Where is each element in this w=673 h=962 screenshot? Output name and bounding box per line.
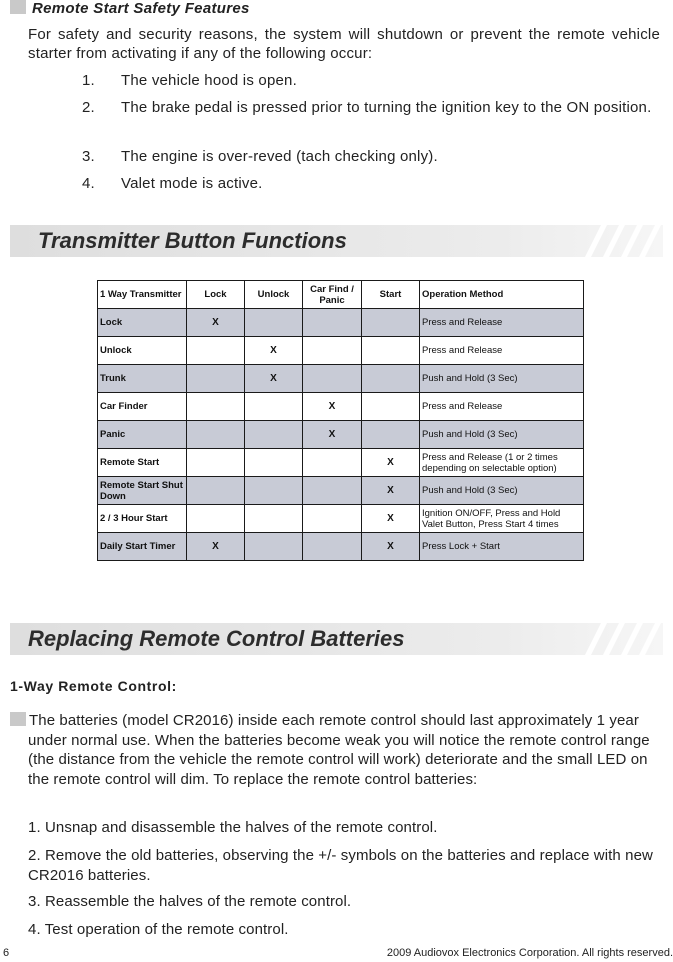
cell-lock — [187, 337, 245, 365]
transmitter-table — [97, 280, 584, 561]
row-name: Trunk — [98, 365, 187, 393]
condition-text: The brake pedal is pressed prior to turning the ignition key to the ON position. — [121, 99, 652, 116]
battery-step: 3. Reassemble the halves of the remote control. — [28, 893, 352, 910]
column-header: Start — [362, 281, 420, 309]
safety-condition — [82, 147, 657, 167]
cell-unlock — [245, 477, 303, 505]
cell-start — [362, 421, 420, 449]
battery-step: 2. Remove the old batteries, observing the +/- symbols on the batteries and replace with new CR2016 batteries. — [28, 847, 653, 884]
condition-number: 3. — [82, 148, 95, 165]
safety-heading-text: Remote Start Safety Features — [32, 0, 250, 17]
cell-unlock — [245, 309, 303, 337]
stripe-decoration-icon — [573, 225, 663, 257]
row-name: Unlock — [98, 337, 187, 365]
batteries-heading: Replacing Remote Control Batteries — [28, 626, 405, 651]
cell-method: Press Lock + Start — [420, 533, 584, 561]
cell-start — [362, 337, 420, 365]
copyright-notice: 2009 Audiovox Electronics Corporation. All rights reserved. — [386, 947, 673, 959]
cell-lock: X — [187, 533, 245, 561]
column-header: Operation Method — [420, 281, 584, 309]
cell-carfind: X — [303, 393, 362, 421]
cell-carfind — [303, 533, 362, 561]
cell-method: Press and Release — [420, 309, 584, 337]
cell-method: Ignition ON/OFF, Press and Hold Valet Button, Press Start 4 times — [420, 505, 584, 533]
cell-start: X — [362, 505, 420, 533]
cell-method: Press and Release (1 or 2 times depending on selectable option) — [420, 449, 584, 477]
table-row — [98, 449, 584, 477]
cell-carfind — [303, 337, 362, 365]
cell-start — [362, 365, 420, 393]
table-row — [98, 477, 584, 505]
cell-start: X — [362, 533, 420, 561]
cell-start — [362, 309, 420, 337]
table-row — [98, 337, 584, 365]
table-row — [98, 505, 584, 533]
table-row — [98, 393, 584, 421]
column-header: Car Find / Panic — [303, 281, 362, 309]
condition-number: 1. — [82, 72, 95, 89]
batteries-subheading: 1-Way Remote Control: — [10, 678, 177, 694]
row-name: Remote Start Shut Down — [98, 477, 187, 505]
cell-carfind — [303, 449, 362, 477]
cell-lock — [187, 449, 245, 477]
row-name: 2 / 3 Hour Start — [98, 505, 187, 533]
cell-carfind: X — [303, 421, 362, 449]
cell-unlock — [245, 533, 303, 561]
column-header: Unlock — [245, 281, 303, 309]
row-name: Car Finder — [98, 393, 187, 421]
cell-unlock — [245, 449, 303, 477]
batteries-intro — [10, 711, 667, 789]
cell-method: Press and Release — [420, 393, 584, 421]
condition-number: 4. — [82, 175, 95, 192]
page-number: 6 — [3, 947, 10, 959]
safety-heading — [10, 0, 250, 17]
table-row — [98, 309, 584, 337]
battery-step: 4. Test operation of the remote control. — [28, 921, 289, 938]
condition-text: The vehicle hood is open. — [121, 72, 297, 89]
row-name: Lock — [98, 309, 187, 337]
safety-condition — [82, 174, 657, 194]
stripe-decoration-icon — [573, 623, 663, 655]
cell-start: X — [362, 477, 420, 505]
cell-start: X — [362, 449, 420, 477]
cell-lock — [187, 505, 245, 533]
batteries-banner — [10, 623, 663, 655]
cell-method: Push and Hold (3 Sec) — [420, 365, 584, 393]
cell-carfind — [303, 365, 362, 393]
table-row — [98, 365, 584, 393]
bullet-square-icon — [10, 0, 26, 14]
table-row — [98, 533, 584, 561]
row-name: Daily Start Timer — [98, 533, 187, 561]
cell-method: Press and Release — [420, 337, 584, 365]
cell-carfind — [303, 309, 362, 337]
bullet-square-icon — [10, 712, 26, 726]
cell-unlock — [245, 393, 303, 421]
transmitter-banner — [10, 225, 663, 257]
row-name: Remote Start — [98, 449, 187, 477]
cell-lock — [187, 477, 245, 505]
safety-intro: For safety and security reasons, the system will shutdown or prevent the remote vehicle starter from activating if any of the following occur: — [28, 26, 660, 62]
batteries-intro-text: The batteries (model CR2016) inside each remote control should last approximately 1 year under normal use. When the batteries become weak you will notice the remote control range (the distance from the vehicle the remote control will work) deteriorate and the small LED on the remote control will dim. To replace the remote control batteries: — [28, 712, 650, 788]
row-name: Panic — [98, 421, 187, 449]
cell-unlock: X — [245, 337, 303, 365]
transmitter-heading: Transmitter Button Functions — [38, 228, 347, 253]
cell-start — [362, 393, 420, 421]
cell-lock — [187, 365, 245, 393]
column-header: 1 Way Transmitter — [98, 281, 187, 309]
condition-text: The engine is over-reved (tach checking only). — [121, 148, 438, 165]
safety-condition — [82, 71, 657, 91]
cell-carfind — [303, 505, 362, 533]
cell-unlock: X — [245, 365, 303, 393]
cell-lock — [187, 393, 245, 421]
cell-unlock — [245, 505, 303, 533]
safety-condition — [82, 98, 657, 118]
cell-lock: X — [187, 309, 245, 337]
cell-carfind — [303, 477, 362, 505]
condition-text: Valet mode is active. — [121, 175, 263, 192]
cell-method: Push and Hold (3 Sec) — [420, 477, 584, 505]
cell-lock — [187, 421, 245, 449]
condition-number: 2. — [82, 99, 95, 116]
table-header-row — [98, 281, 584, 309]
battery-step: 1. Unsnap and disassemble the halves of the remote control. — [28, 819, 438, 836]
column-header: Lock — [187, 281, 245, 309]
cell-method: Push and Hold (3 Sec) — [420, 421, 584, 449]
table-row — [98, 421, 584, 449]
cell-unlock — [245, 421, 303, 449]
